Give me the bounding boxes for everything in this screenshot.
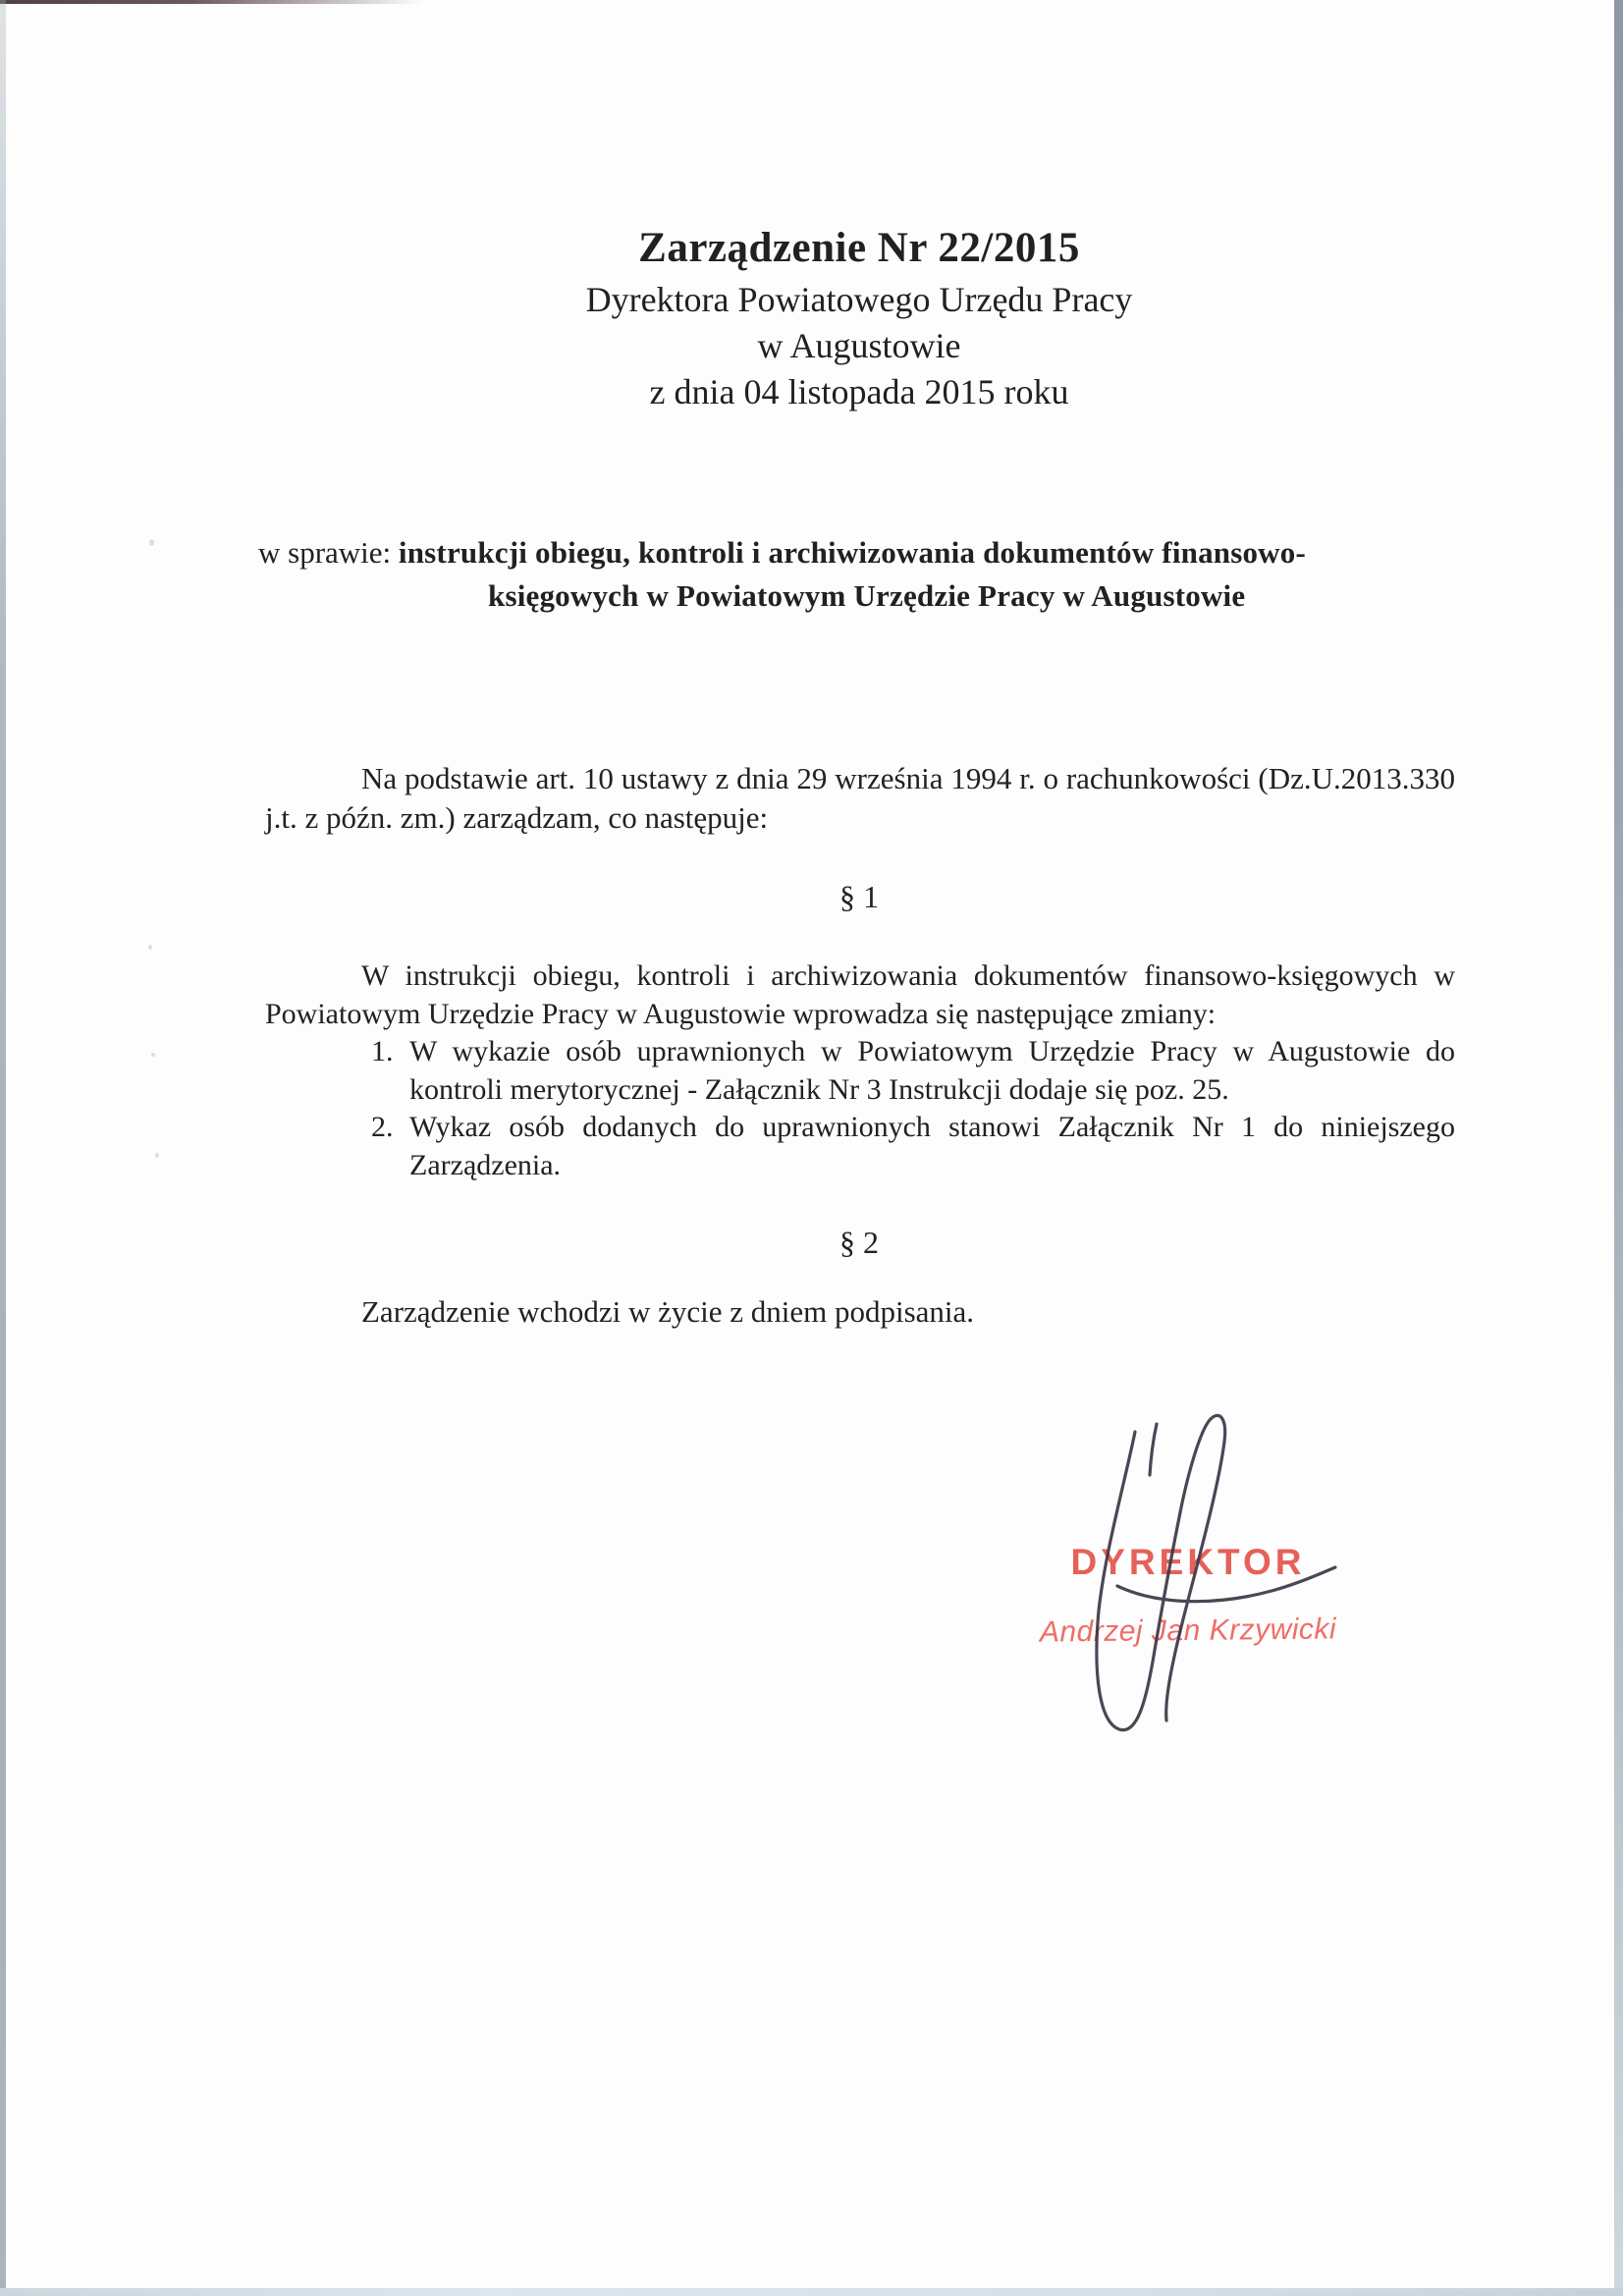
list-item-text: W wykazie osób uprawnionych w Powiatowym Urzędzie Pracy w Augustowie do kontroli merytorycznej - Załącznik Nr 3 Instrukcji dodaje się poz. 25. bbox=[409, 1035, 1455, 1106]
scan-artifact-bottom-edge bbox=[0, 2288, 1623, 2296]
list-item-number: 1. bbox=[371, 1035, 394, 1067]
signature-stroke-flourish bbox=[1117, 1567, 1335, 1602]
document-header bbox=[265, 220, 1453, 415]
header-city-line: w Augustowie bbox=[757, 326, 961, 365]
section-2-mark: § 2 bbox=[839, 1225, 879, 1260]
list-item-text: Wykaz osób dodanych do uprawnionych stanowi Załącznik Nr 1 do niniejszego Zarządzenia. bbox=[409, 1111, 1455, 1181]
director-stamp-title: DYREKTOR bbox=[1070, 1542, 1306, 1582]
section-1-body bbox=[265, 957, 1455, 1184]
scan-speck bbox=[148, 945, 152, 950]
scan-artifact-left-edge bbox=[0, 0, 6, 2296]
list-item bbox=[265, 1109, 1455, 1184]
signature-ink bbox=[1041, 1394, 1375, 1748]
list-item bbox=[265, 1033, 1455, 1109]
list-item-number: 2. bbox=[371, 1111, 394, 1143]
signature-stroke-right-loop bbox=[1166, 1415, 1225, 1721]
scan-artifact-top-line bbox=[0, 0, 422, 4]
amendment-list bbox=[265, 1033, 1455, 1184]
scan-speck bbox=[149, 539, 154, 546]
signature-stroke-top-curl bbox=[1150, 1424, 1157, 1475]
subject-bold-text-2: księgowych w Powiatowym Urzędzie Pracy w Augustowie bbox=[488, 578, 1246, 613]
header-date-line: z dnia 04 listopada 2015 roku bbox=[649, 372, 1069, 411]
subject-bold-text-1: instrukcji obiegu, kontroli i archiwizowania dokumentów finansowo- bbox=[398, 535, 1306, 570]
section-1-mark: § 1 bbox=[839, 879, 879, 914]
scan-speck bbox=[155, 1153, 159, 1158]
effective-date-sentence: Zarządzenie wchodzi w życie z dniem podpisania. bbox=[361, 1294, 975, 1329]
scan-speck bbox=[151, 1053, 155, 1057]
subject-label: w sprawie: bbox=[258, 535, 399, 570]
header-issuer-line: Dyrektora Powiatowego Urzędu Pracy bbox=[585, 280, 1133, 319]
subject-line-1 bbox=[258, 535, 1306, 571]
document-title: Zarządzenie Nr 22/2015 bbox=[638, 225, 1080, 271]
scan-artifact-right-edge bbox=[1614, 0, 1623, 2296]
director-stamp-name: Andrzej Jan Krzywicki bbox=[1039, 1613, 1337, 1649]
legal-basis-paragraph: Na podstawie art. 10 ustawy z dnia 29 września 1994 r. o rachunkowości (Dz.U.2013.330 j.t. z późn. zm.) zarządzam, co następuje: bbox=[265, 761, 1455, 835]
section-1-intro: W instrukcji obiegu, kontroli i archiwizowania dokumentów finansowo-księgowych w Powiatowym Urzędzie Pracy w Augustowie wprowadza się następujące zmiany: bbox=[265, 959, 1455, 1030]
